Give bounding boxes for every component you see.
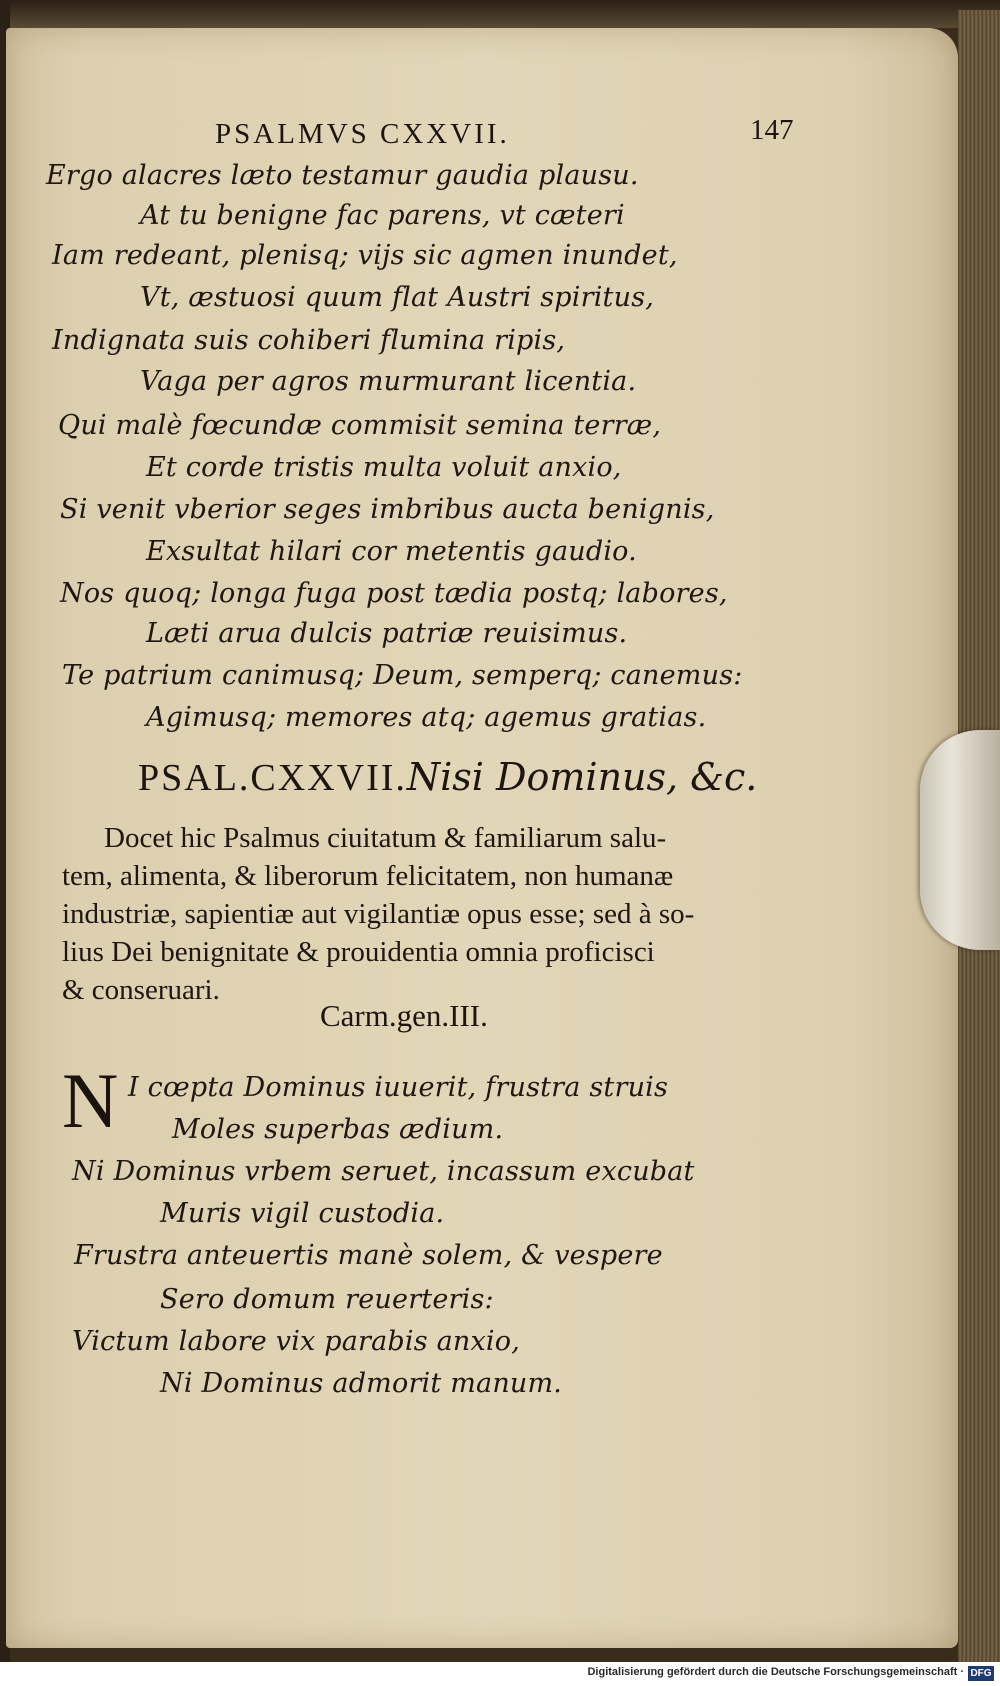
verse-line: At tu benigne fac parens, vt cæteri [140, 200, 625, 231]
book-top-edge [0, 0, 1000, 28]
verse-line: Iam redeant, plenisq; vijs sic agmen inundet, [52, 240, 678, 271]
verse-line: Te patrium canimusq; Deum, semperq; canemus: [62, 660, 743, 691]
running-head: PSALMVS CXXVII. [215, 118, 510, 150]
verse-line: Si venit vberior seges imbribus aucta benignis, [60, 494, 715, 525]
argument-line: & conseruari. [62, 974, 220, 1006]
verse-line: Nos quoq; longa fuga post tædia postq; labores, [60, 578, 728, 609]
verse-line: Vt, æstuosi quum flat Austri spiritus, [140, 282, 655, 313]
verse-line: Læti arua dulcis patriæ reuisimus. [146, 618, 628, 649]
verse-line: Agimusq; memores atq; agemus gratias. [146, 702, 707, 733]
psalm-heading-incipit: Nisi Dominus, &c. [406, 755, 758, 799]
dfg-logo: DFG [968, 1666, 994, 1681]
carmen-label: Carm.gen.III. [320, 998, 488, 1033]
footer-bar [0, 1662, 1000, 1686]
verse-line: I cœpta Dominus iuuerit, frustra struis [128, 1072, 669, 1103]
verse-line: Moles superbas ædium. [172, 1114, 504, 1145]
verse-line: Ergo alacres læto testamur gaudia plausu. [46, 160, 639, 191]
psalm-heading-number: PSAL.CXXVII. [138, 757, 407, 799]
verse-line: Qui malè fœcundæ commisit semina terræ, [58, 410, 662, 441]
verse-line: Et corde tristis multa voluit anxio, [146, 452, 622, 483]
book-clasp [920, 730, 1000, 950]
drop-cap: N [62, 1057, 119, 1144]
psalm-heading [138, 755, 757, 800]
argument-line: Docet hic Psalmus ciuitatum & familiarum salu- [104, 822, 667, 854]
verse-line: Exsultat hilari cor metentis gaudio. [146, 536, 637, 567]
page-number: 147 [750, 114, 794, 146]
verse-line: Indignata suis cohiberi flumina ripis, [52, 325, 566, 356]
verse-line: Frustra anteuertis manè solem, & vespere [74, 1240, 663, 1271]
verse-line: Ni Dominus admorit manum. [160, 1368, 563, 1399]
verse-line: Sero domum reuerteris: [160, 1284, 494, 1315]
verse-line: Vaga per agros murmurant licentia. [140, 366, 637, 397]
argument-line: lius Dei benignitate & prouidentia omnia proficisci [62, 936, 655, 968]
verse-line: Ni Dominus vrbem seruet, incassum excubat [72, 1156, 695, 1187]
argument-line: tem, alimenta, & liberorum felicitatem, non humanæ [62, 860, 674, 892]
verse-line: Victum labore vix parabis anxio, [72, 1326, 520, 1357]
funding-credit: Digitalisierung gefördert durch die Deutsche Forschungsgemeinschaft · [587, 1666, 964, 1678]
verse-line: Muris vigil custodia. [160, 1198, 445, 1229]
argument-line: industriæ, sapientiæ aut vigilantiæ opus esse; sed à so- [62, 898, 695, 930]
